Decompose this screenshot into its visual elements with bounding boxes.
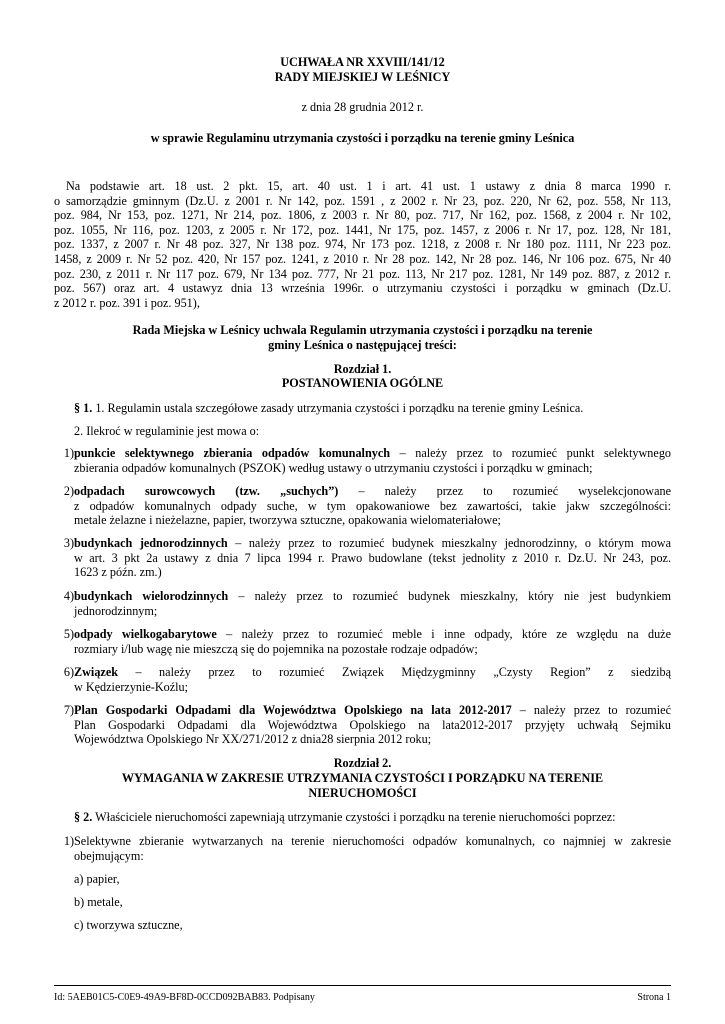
definition-number: 1) (63, 446, 74, 460)
resolution-subject: w sprawie Regulaminu utrzymania czystości i porządku na terenie gminy Leśnica (150, 131, 575, 145)
preamble-line: 1458, z 2009 r. Nr 52 poz. 420, Nr 157 poz. 1241, z 2010 r. Nr 28 poz. 142, Nr 28 poz. 146, Nr 106 poz. 675, Nr 40 (54, 251, 671, 266)
definition-item (54, 446, 671, 475)
definition-number: 6) (63, 665, 74, 679)
definition-text: – należy przez to rozumieć budynek mieszkalny jednorodzinny, o którym mowa (227, 536, 672, 550)
preamble-line: poz. 1055, Nr 116, poz. 1203, z 2005 r. Nr 172, poz. 1441, Nr 175, poz. 1457, z 2006 r. Nr 17, poz. 128, Nr 181, (54, 222, 671, 237)
definition-number: 4) (63, 589, 74, 603)
definition-item (54, 484, 671, 528)
preamble (54, 179, 671, 310)
paragraph-2-mark: § 2. (74, 810, 93, 824)
definition-term: odpadach surowcowych (tzw. „suchych”) (74, 484, 339, 498)
chapter2-title-line1: WYMAGANIA W ZAKRESIE UTRZYMANIA CZYSTOŚCI I PORZĄDKU NA TERENIE (121, 771, 604, 785)
sub-item: a) papier, (74, 872, 120, 886)
definition-text: – należy przez to rozumieć punkt selektywnego (390, 446, 672, 460)
definition-text: – należy przez to rozumieć meble i inne odpady, które ze względu na duże (216, 627, 671, 641)
definition-number: 7) (63, 703, 74, 717)
definition-text: – należy przez to rozumieć (511, 703, 671, 717)
paragraph-2 (74, 810, 671, 825)
definition-text: Plan Gospodarki Odpadami dla Województwa Opolskiego na lata2012-2017 przyjęty uchwałą Sejmiku (74, 717, 671, 732)
definition-item (54, 665, 671, 694)
resolution-title-line1: UCHWAŁA NR XXVIII/141/12 (280, 55, 445, 69)
definition-text: – należy przez to rozumieć budynek mieszkalny, który nie jest budynkiem (228, 589, 671, 603)
definition-text: jednorodzinnym; (74, 603, 158, 618)
definition-number: 3) (63, 536, 74, 550)
item-number: 1) (63, 834, 74, 848)
paragraph-1-intro: 2. Ilekroć w regulaminie jest mowa o: (74, 424, 260, 438)
definition-item (54, 536, 671, 580)
definition-text: metale żelazne i nieżelazne, papier, tworzywa sztuczne, opakowania wielomateriałowe; (74, 513, 501, 528)
definition-number: 2) (63, 484, 74, 498)
definition-number: 5) (63, 627, 74, 641)
footer-divider (54, 985, 671, 986)
resolution-statement-line1: Rada Miejska w Leśnicy uchwala Regulamin utrzymania czystości i porządku na terenie (132, 323, 593, 337)
chapter1-title: POSTANOWIENIA OGÓLNE (281, 376, 444, 390)
definition-term: Związek (74, 665, 119, 679)
paragraph-2-item (54, 834, 671, 863)
footer-page-number: Strona 1 (637, 992, 671, 1003)
paragraph-1-text: 1. Regulamin ustala szczegółowe zasady utrzymania czystości i porządku na terenie gminy Leśnica. (92, 401, 584, 415)
definition-text: – należy przez to rozumieć Związek Międzygminny „Czysty Region” z siedzibą (118, 665, 671, 679)
item-text: Selektywne zbieranie wytwarzanych na terenie nieruchomości odpadów komunalnych, co najmniej w zakresie (74, 834, 671, 848)
preamble-line: Na podstawie art. 18 ust. 2 pkt. 15, art. 40 ust. 1 i art. 41 ust. 1 ustawy z dnia 8 marca 1990 r. (66, 179, 671, 193)
sub-item: c) tworzywa sztuczne, (74, 918, 183, 932)
definition-text: w art. 3 pkt 2a ustawy z dnia 7 lipca 1994 r. Prawo budowlane (tekst jednolity z 2010 r. Dz.U. Nr 243, poz. (74, 550, 671, 565)
definition-text: Województwa Opolskiego Nr XX/271/2012 z dnia28 sierpnia 2012 roku; (74, 732, 432, 747)
paragraph-1-mark: § 1. (74, 401, 93, 415)
definition-text: 1623 z późn. zm.) (74, 565, 162, 580)
definition-term: budynkach wielorodzinnych (74, 589, 229, 603)
definition-text: rozmiary i/lub wagę nie mieszczą się do pojemnika na pozostałe rodzaje odpadów; (74, 641, 478, 656)
preamble-line: poz. 567) oraz art. 4 ustawyz dnia 13 września 1996r. o utrzymaniu czystości i porządku w gminach (Dz.U. (54, 281, 671, 296)
preamble-line: poz. 1337, z 2007 r. Nr 48 poz. 327, Nr 138 poz. 974, Nr 173 poz. 1218, z 2008 r. Nr 180 poz. 1111, Nr 223 poz. (54, 237, 671, 252)
resolution-date: z dnia 28 grudnia 2012 r. (301, 100, 424, 114)
resolution-statement-line2: gminy Leśnica o następującej treści: (268, 338, 457, 352)
definition-term: budynkach jednorodzinnych (74, 536, 228, 550)
definition-term: odpady wielkogabarytowe (74, 627, 217, 641)
preamble-line: poz. 230, z 2011 r. Nr 117 poz. 679, Nr 134 poz. 777, Nr 21 poz. 113, Nr 217 poz. 1281, Nr 149 poz. 887, z 2012 r. (54, 266, 671, 281)
definition-text: w Kędzierzynie-Koźlu; (74, 679, 189, 694)
chapter1-label: Rozdział 1. (333, 362, 392, 376)
preamble-line: o samorządzie gminnym (Dz.U. z 2001 r. Nr 142, poz. 1591 , z 2002 r. Nr 23, poz. 220, Nr 62, poz. 558, Nr 113, (54, 193, 671, 208)
definition-text: z odpadów komunalnych odpady suche, w tym opakowaniowe bez zawartości, takie jakw szczególności: (74, 498, 671, 513)
preamble-line: poz. 984, Nr 153, poz. 1271, Nr 214, poz. 1806, z 2003 r. Nr 80, poz. 717, Nr 162, poz. 1568, z 2004 r. Nr 102, (54, 208, 671, 223)
paragraph-1 (74, 401, 671, 416)
chapter2-title-line2: NIERUCHOMOŚCI (308, 786, 417, 800)
definition-item (54, 589, 671, 618)
definition-text: zbierania odpadów komunalnych (PSZOK) według ustawy o utrzymaniu czystości i porządku w gminach; (74, 460, 593, 475)
definition-text: – należy przez to rozumieć wyselekcjonowane (338, 484, 671, 498)
resolution-title-line2: RADY MIEJSKIEJ W LEŚNICY (274, 70, 451, 84)
chapter2-label: Rozdział 2. (333, 756, 392, 770)
definition-term: Plan Gospodarki Odpadami dla Województwa Opolskiego na lata 2012-2017 (74, 703, 512, 717)
paragraph-2-text: Właściciele nieruchomości zapewniają utrzymanie czystości i porządku na terenie nieruchomości poprzez: (92, 810, 616, 824)
definition-term: punkcie selektywnego zbierania odpadów komunalnych (74, 446, 391, 460)
definition-item (54, 627, 671, 656)
item-text: obejmującym: (74, 848, 144, 863)
footer-document-id: Id: 5AEB01C5-C0E9-49A9-BF8D-0CCD092BAB83. Podpisany (54, 992, 315, 1003)
preamble-line: z 2012 r. poz. 391 i poz. 951), (54, 295, 200, 310)
definition-item (54, 703, 671, 747)
sub-item: b) metale, (74, 895, 123, 909)
